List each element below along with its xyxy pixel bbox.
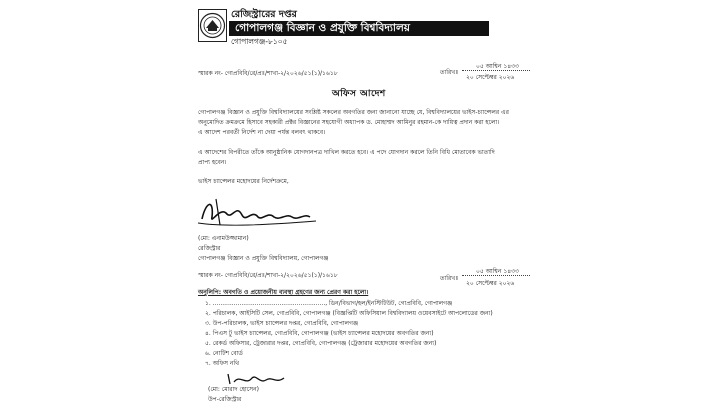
copy-list-item: ৪. পিএস টু ভাইস চ্যান্সেলর, গোপ্রবিবি, গোপালগঞ্জ (ভাইস চ্যান্সেলর মহোদয়ের অবগতির জন্য) bbox=[205, 330, 434, 337]
memo-date-bengali: ০৫ আশ্বিন ১৪৩৩ bbox=[476, 63, 519, 70]
body-closing-line: ভাইস চ্যান্সেলর মহোদয়ের নির্দেশক্রমে, bbox=[198, 178, 289, 185]
copy-list-item: ৩. উপ-পরিচালক, ভাইস চ্যান্সেলর দপ্তর, গোপ্রবিবি, গোপালগঞ্জ bbox=[205, 320, 359, 327]
order-title: অফিস আদেশ bbox=[332, 89, 386, 99]
body-paragraph-1-line-3: এ আদেশ পরবর্তী নির্দেশ না দেয়া পর্যন্ত বলবৎ থাকবে। bbox=[198, 129, 326, 136]
memo-date-gregorian: ২০ সেপ্টেম্বর ২০২৬ bbox=[466, 74, 515, 81]
signatory-2-name: (মো: মোরাদ হোসেন) bbox=[208, 386, 260, 393]
memo-2-date-gregorian: ২০ সেপ্টেম্বর ২০২৬ bbox=[466, 280, 515, 287]
signatory-2-title: উপ-রেজিস্ট্রার bbox=[208, 396, 242, 403]
date-divider bbox=[462, 70, 530, 71]
copy-list-item: ৭. অফিস নথি bbox=[205, 360, 240, 367]
copy-list-item: ৫. রেকর্ড অফিসার, ট্রেজারার দপ্তর, গোপ্রবিবি, গোপালগঞ্জ (ট্রেজারার মহোদয়ের অবগতির জন্য) bbox=[205, 340, 437, 347]
registrar-office-label: রেজিস্ট্রারের দপ্তর bbox=[231, 9, 297, 20]
university-logo bbox=[198, 9, 227, 42]
copy-list-item: ২. পরিচালক, আইসিটি সেল, গোপ্রবিবি, গোপালগঞ্জ (বিজ্ঞপ্তিটি অফিসিয়াল বিশ্ববিদ্যালয় ওয়েবসাইটে আপলোডের জন্য) bbox=[205, 310, 493, 317]
memo-date-label: তারিখঃ bbox=[440, 69, 459, 76]
memo-2-date-bengali: ০৫ আশ্বিন ১৪৩৩ bbox=[476, 268, 519, 275]
copy-heading: অনুলিপি: অবগতি ও প্রয়োজনীয় ব্যবস্থা গ্রহণের জন্য প্রেরণ করা হলো। bbox=[198, 289, 369, 296]
body-paragraph-2-line-2: প্রাপ্য হবেন। bbox=[198, 159, 227, 166]
memo-reference: স্মারক নং- গোপ্রবিবি/রে/প্রঃ/শাখা-২/২০২৬/৫১(১)/১৬১৮ bbox=[198, 70, 338, 77]
copy-list-item: ১. ..........................................................., ডিন/বিভাগ/হল/ইনস্টিটিউট, গোপ্রবিবি, গোপালগঞ্জ bbox=[205, 300, 453, 307]
signatory-1-organization: গোপালগঞ্জ বিজ্ঞান ও প্রযুক্তি বিশ্ববিদ্যালয়, গোপালগঞ্জ bbox=[198, 255, 329, 262]
body-paragraph-1-line-2: অনুমোদিত ক্রমক্রমে হিসাবে সহকারী প্রক্টর বিজ্ঞানের সহযোগী অধ্যাপক ড. মোহাম্মদ আমিনুর রহমান-কে দায়িত্ব প্রদান করা হলো। bbox=[198, 119, 500, 126]
city-postcode: গোপালগঞ্জ-৮১০৫ bbox=[231, 37, 288, 46]
copy-list-item: ৬. নোটিশ বোর্ড bbox=[205, 350, 243, 357]
memo-2-reference: স্মারক নং- গোপ্রবিবি/রে/প্রঃ/শাখা-২/২০২৬/৫১(১)/১৬১৮ bbox=[198, 272, 338, 279]
body-paragraph-1-line-1: গোপালগঞ্জ বিজ্ঞান ও প্রযুক্তি বিশ্ববিদ্যালয়ের সংশ্লিষ্ট সকলের অবগতির জন্য জানানো যাচ্ছে যে, বিশ্ববিদ্যালয়ের ভাইস-চ্যান্সেলর এর bbox=[198, 109, 509, 116]
registrar-signature bbox=[196, 195, 326, 230]
body-paragraph-2-line-1: এ আদেশের বিপরীতে তাঁকে আনুষ্ঠানিক যোগদানপত্র দাখিল করতে হবে। এ পদে যোগদান করলে তিনি বিধি মোতাবেক ভাতাদি bbox=[198, 149, 495, 156]
university-name-banner: গোপালগঞ্জ বিজ্ঞান ও প্রযুক্তি বিশ্ববিদ্যালয় bbox=[229, 21, 489, 36]
memo-2-date-label: তারিখঃ bbox=[440, 275, 459, 282]
signatory-1-title: রেজিস্ট্রার bbox=[198, 245, 221, 252]
date-2-divider bbox=[462, 275, 530, 276]
signatory-1-name: (মো: এনামউজ্জামান) bbox=[198, 235, 249, 242]
